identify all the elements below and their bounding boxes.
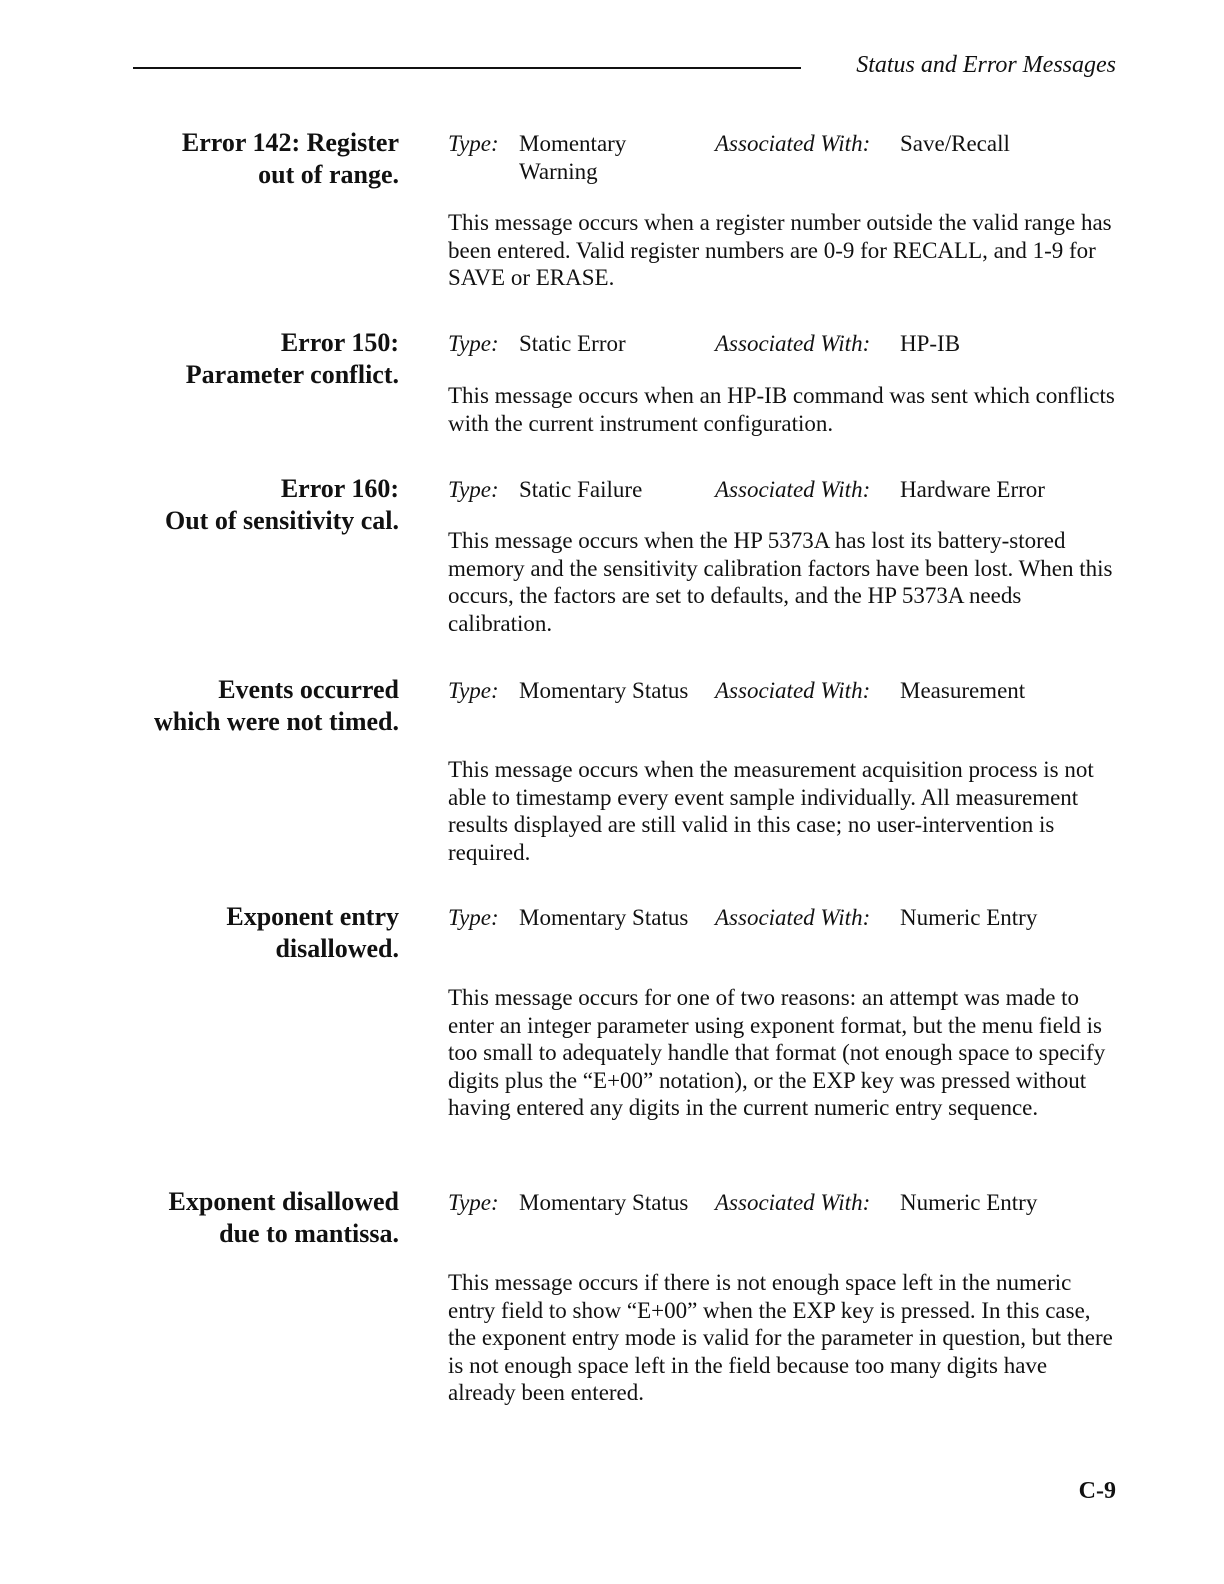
entry-title (79, 327, 399, 391)
type-value: Static Error (519, 331, 626, 356)
entry-title-line: disallowed. (275, 934, 399, 963)
entry-title-line: Events occurred (218, 675, 399, 704)
entry-description: This message occurs when the measurement acquisition process is not able to timestamp every event sample individually. All measurement results displayed are still valid in this case; no user-intervention is required. (448, 757, 1094, 865)
entry-description: This message occurs when the HP 5373A has lost its battery-stored memory and the sensitivity calibration factors have been lost. When this occurs, the factors are set to defaults, and the HP 5373A needs calibration. (448, 528, 1113, 636)
type-value: Momentary Warning (519, 131, 627, 184)
entry-title-line: Exponent entry (226, 902, 399, 931)
entry-title (39, 674, 399, 738)
associated-with-value: Numeric Entry (900, 1190, 1038, 1215)
entry-title-line: Exponent disallowed (168, 1187, 399, 1216)
entry-title (79, 127, 399, 191)
type-label: Type: (448, 1190, 499, 1215)
entry-description: This message occurs when a register number outside the valid range has been entered. Valid register numbers are 0-9 for RECALL, and 1-9 for SAVE or ERASE. (448, 210, 1112, 290)
associated-with-label: Associated With: (715, 1190, 871, 1215)
entry-title (79, 901, 399, 965)
entry-description: This message occurs when an HP-IB command was sent which conflicts with the current instrument configuration. (448, 383, 1115, 436)
type-label: Type: (448, 477, 499, 502)
associated-with-label: Associated With: (715, 131, 871, 156)
type-value: Momentary Status (519, 1190, 689, 1215)
type-label: Type: (448, 905, 499, 930)
entry-title-line: which were not timed. (153, 707, 399, 736)
entry-title-line: Parameter conflict. (185, 360, 399, 389)
associated-with-label: Associated With: (715, 477, 871, 502)
type-value: Static Failure (519, 477, 643, 502)
type-value: Momentary Status (519, 678, 689, 703)
associated-with-value: Numeric Entry (900, 905, 1038, 930)
associated-with-value: HP-IB (900, 331, 961, 356)
entry-title (79, 473, 399, 537)
section-title: Status and Error Messages (856, 52, 1116, 78)
associated-with-label: Associated With: (715, 905, 871, 930)
associated-with-value: Save/Recall (900, 131, 1010, 156)
entry-title-line: Out of sensitivity cal. (165, 506, 399, 535)
entry-description: This message occurs for one of two reasons: an attempt was made to enter an integer parameter using exponent format, but the menu field is too small to adequately handle that format (not enough space to specify digits plus the “E+00” notation), or the EXP key was pressed without having entered any digits in the current numeric entry sequence. (448, 985, 1106, 1120)
type-label: Type: (448, 331, 499, 356)
entry-title-line: due to mantissa. (219, 1219, 399, 1248)
page-number: C-9 (1078, 1478, 1116, 1504)
header-rule (133, 67, 801, 69)
type-label: Type: (448, 678, 499, 703)
type-value: Momentary Status (519, 905, 689, 930)
associated-with-label: Associated With: (715, 331, 871, 356)
entry-title-line: Error 160: (280, 474, 399, 503)
entry-title (79, 1186, 399, 1250)
entry-title-line: Error 142: Register (181, 128, 399, 157)
associated-with-label: Associated With: (715, 678, 871, 703)
entry-title-line: Error 150: (280, 328, 399, 357)
associated-with-value: Measurement (900, 678, 1026, 703)
type-label: Type: (448, 131, 499, 156)
associated-with-value: Hardware Error (900, 477, 1045, 502)
entry-description: This message occurs if there is not enough space left in the numeric entry field to show “E+00” when the EXP key is pressed. In this case, the exponent entry mode is valid for the parameter in question, but there is not enough space left in the field because too many digits have already been entered. (448, 1270, 1113, 1405)
entry-title-line: out of range. (258, 160, 399, 189)
